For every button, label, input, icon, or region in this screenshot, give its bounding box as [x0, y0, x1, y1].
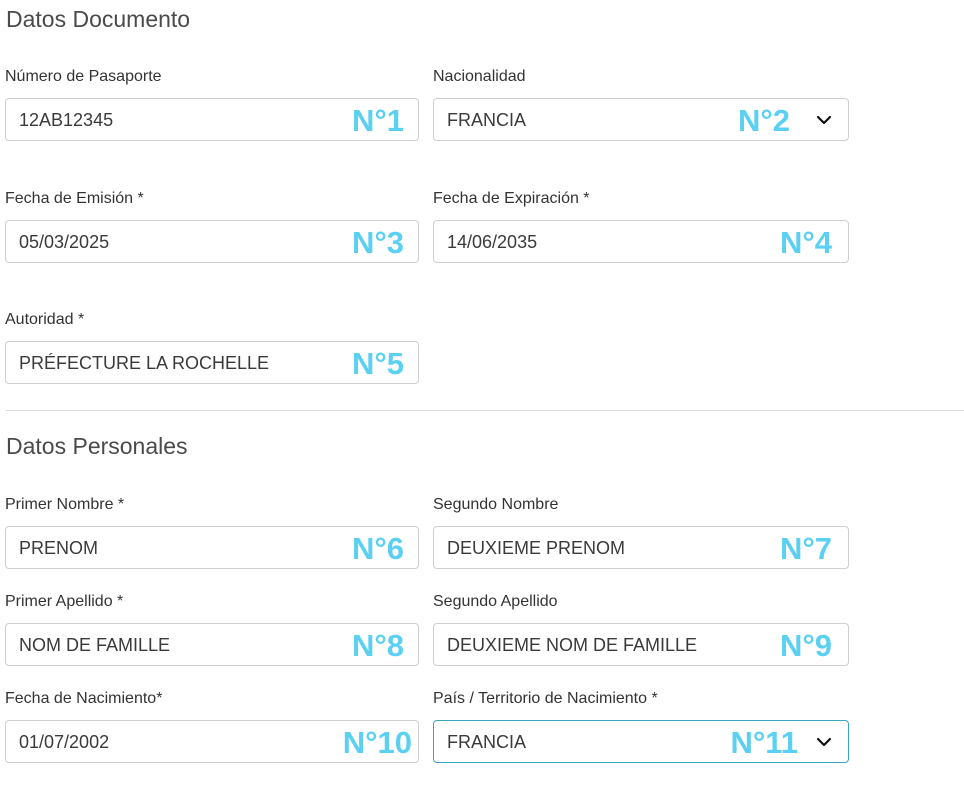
second-surname-input[interactable]: [433, 623, 849, 666]
second-name-tag: N°7: [779, 531, 832, 566]
expiry-date-value: 14/06/2035: [447, 232, 538, 252]
chevron-down-icon[interactable]: [816, 735, 832, 749]
first-surname-value: NOM DE FAMILLE: [19, 635, 171, 655]
birth-country-tag: N°11: [730, 725, 798, 760]
section-title-personal: Datos Personales: [6, 433, 188, 459]
first-name-value: PRENOM: [19, 538, 99, 558]
issue-date-input[interactable]: [5, 220, 419, 263]
passport-tag: N°1: [351, 103, 404, 138]
expiry-date-label: Fecha de Expiración *: [433, 190, 590, 207]
first-surname-label: Primer Apellido *: [5, 593, 124, 610]
second-name-label: Segundo Nombre: [433, 496, 559, 513]
first-name-tag: N°6: [351, 531, 404, 566]
chevron-down-icon[interactable]: [816, 113, 832, 127]
first-name-input[interactable]: [5, 526, 419, 569]
second-name-value: DEUXIEME PRENOM: [447, 538, 626, 558]
issue-date-tag: N°3: [351, 225, 404, 260]
authority-input[interactable]: [5, 341, 419, 384]
first-surname-input[interactable]: [5, 623, 419, 666]
birth-country-label: País / Territorio de Nacimiento *: [433, 690, 658, 707]
second-surname-tag: N°9: [779, 628, 832, 663]
passport-label: Número de Pasaporte: [5, 68, 162, 85]
issue-date-label: Fecha de Emisión *: [5, 190, 144, 207]
passport-input[interactable]: [5, 98, 419, 141]
nationality-tag: N°2: [737, 103, 790, 138]
passport-value: 12AB12345: [19, 110, 114, 130]
birth-country-value: FRANCIA: [447, 732, 527, 752]
birth-date-label: Fecha de Nacimiento*: [5, 690, 163, 707]
section-title-document: Datos Documento: [6, 6, 191, 32]
issue-date-value: 05/03/2025: [19, 232, 110, 252]
expiry-date-tag: N°4: [779, 225, 832, 260]
first-name-label: Primer Nombre *: [5, 496, 125, 513]
birth-date-input[interactable]: [5, 720, 419, 763]
second-surname-value: DEUXIEME NOM DE FAMILLE: [447, 635, 698, 655]
first-surname-tag: N°8: [351, 628, 404, 663]
authority-label: Autoridad *: [5, 311, 85, 328]
birth-date-value: 01/07/2002: [19, 732, 110, 752]
nationality-label: Nacionalidad: [433, 68, 526, 85]
nationality-select[interactable]: [433, 98, 849, 141]
authority-value: PRÉFECTURE LA ROCHELLE: [19, 353, 270, 373]
second-name-input[interactable]: [433, 526, 849, 569]
nationality-value: FRANCIA: [447, 110, 527, 130]
authority-tag: N°5: [351, 346, 404, 381]
birth-country-select[interactable]: [433, 720, 849, 763]
section-divider: [6, 410, 964, 411]
second-surname-label: Segundo Apellido: [433, 593, 558, 610]
expiry-date-input[interactable]: [433, 220, 849, 263]
birth-date-tag: N°10: [342, 725, 412, 760]
